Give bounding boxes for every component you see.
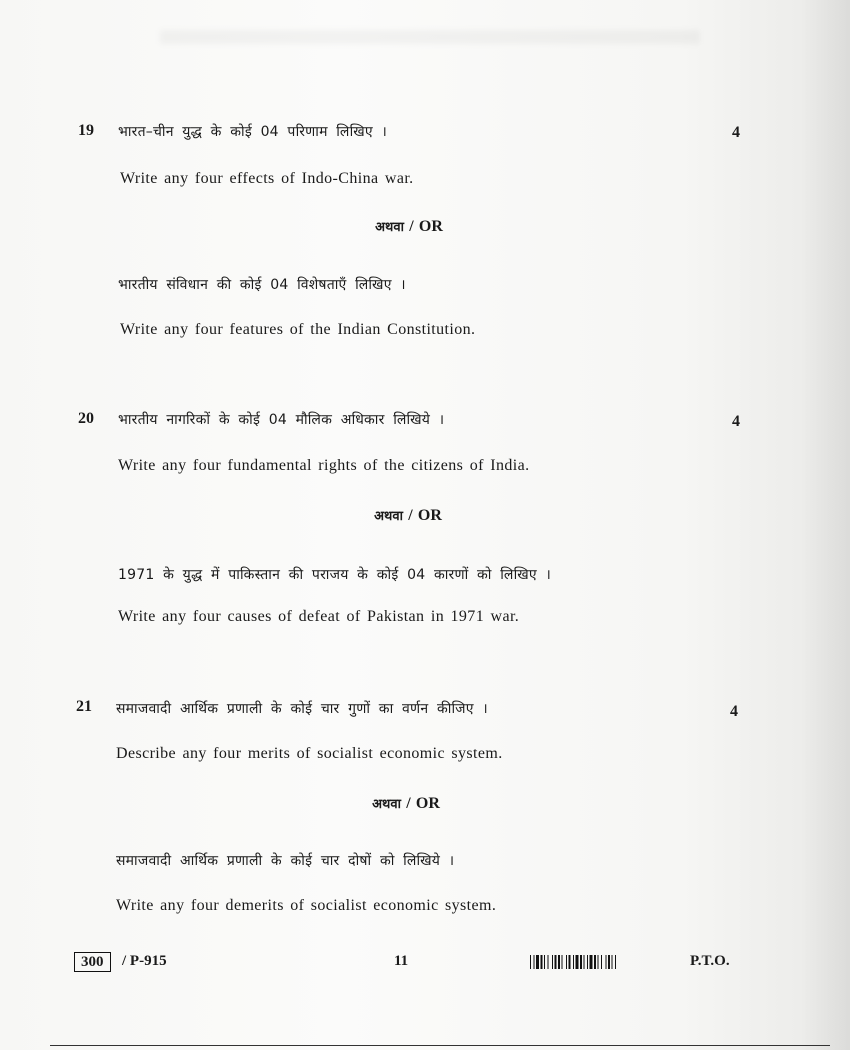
bottom-rule bbox=[50, 1045, 830, 1046]
question-marks: 4 bbox=[730, 703, 738, 720]
code-box: 300 bbox=[74, 952, 111, 972]
page-number: 11 bbox=[394, 953, 409, 969]
paper-code: / P-915 bbox=[122, 953, 167, 969]
question-number: 21 bbox=[76, 698, 92, 715]
scan-edge-shadow bbox=[800, 0, 850, 1050]
or-slash: / bbox=[408, 507, 413, 524]
question-text-english: Write any four fundamental rights of the citizens of India. bbox=[118, 457, 530, 474]
or-separator bbox=[309, 217, 509, 236]
or-slash: / bbox=[409, 218, 414, 235]
or-separator bbox=[308, 506, 508, 525]
pto-label: P.T.O. bbox=[690, 953, 730, 969]
barcode-graphic bbox=[530, 955, 675, 969]
alternative-question-english: Write any four features of the Indian Constitution. bbox=[120, 321, 476, 338]
question-text-english: Write any four effects of Indo-China war. bbox=[120, 170, 414, 187]
alternative-question-hindi: 1971 के युद्ध में पाकिस्तान की पराजय के कोई 04 कारणों को लिखिए । bbox=[118, 567, 551, 583]
question-text-hindi: भारत–चीन युद्ध के कोई 04 परिणाम लिखिए । bbox=[118, 124, 388, 140]
question-text-english: Describe any four merits of socialist economic system. bbox=[116, 745, 503, 762]
or-label-hindi: अथवा bbox=[374, 509, 403, 524]
question-number: 20 bbox=[78, 410, 94, 427]
question-text-hindi: भारतीय नागरिकों के कोई 04 मौलिक अधिकार लिखिये । bbox=[118, 412, 445, 428]
or-label-english: OR bbox=[417, 507, 442, 524]
question-marks: 4 bbox=[732, 413, 740, 430]
or-slash: / bbox=[406, 795, 411, 812]
question-number: 19 bbox=[78, 122, 94, 139]
bleed-through-shadow bbox=[160, 30, 700, 44]
or-label-english: OR bbox=[418, 218, 443, 235]
or-label-hindi: अथवा bbox=[375, 220, 404, 235]
alternative-question-hindi: समाजवादी आर्थिक प्रणाली के कोई चार दोषों को लिखिये । bbox=[116, 853, 455, 869]
alternative-question-english: Write any four causes of defeat of Pakistan in 1971 war. bbox=[118, 608, 520, 625]
or-label-english: OR bbox=[415, 795, 440, 812]
page-footer bbox=[74, 952, 744, 974]
question-text-hindi: समाजवादी आर्थिक प्रणाली के कोई चार गुणों का वर्णन कीजिए । bbox=[116, 701, 488, 717]
or-separator bbox=[306, 794, 506, 813]
or-label-hindi: अथवा bbox=[372, 797, 401, 812]
question-marks: 4 bbox=[732, 124, 740, 141]
alternative-question-hindi: भारतीय संविधान की कोई 04 विशेषताएँ लिखिए । bbox=[118, 277, 406, 293]
alternative-question-english: Write any four demerits of socialist economic system. bbox=[116, 897, 497, 914]
